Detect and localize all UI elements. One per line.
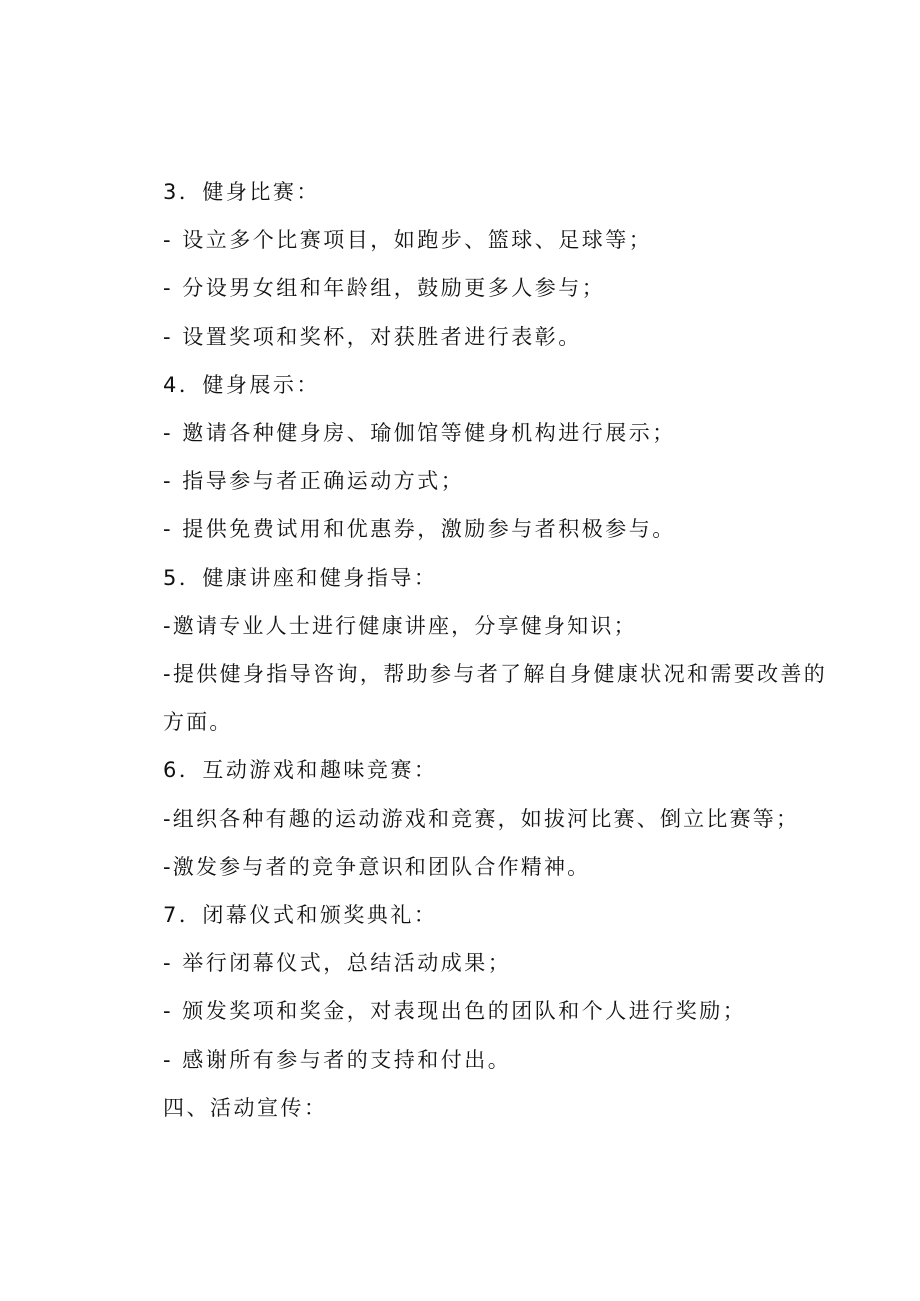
section-heading-5: 5．健康讲座和健身指导：: [163, 565, 438, 590]
section-heading-4: 4．健身展示：: [163, 372, 320, 397]
list-item: - 颁发奖项和奖金，对表现出色的团队和个人进行奖励；: [163, 999, 747, 1024]
list-item: - 邀请各种健身房、瑜伽馆等健身机构进行展示；: [163, 421, 676, 446]
list-item: -激发参与者的竞争意识和团队合作精神。: [163, 854, 591, 879]
document-body: [117, 168, 827, 1132]
list-item: - 设立多个比赛项目，如跑步、篮球、足球等；: [163, 228, 653, 253]
section-heading-publicity: 四、活动宣传：: [163, 1095, 328, 1120]
list-item: - 指导参与者正确运动方式；: [163, 469, 465, 494]
list-item: - 设置奖项和奖杯，对获胜者进行表彰。: [163, 324, 582, 349]
section-heading-6: 6．互动游戏和趣味竞赛：: [163, 758, 438, 783]
list-item: - 举行闭幕仪式，总结活动成果；: [163, 951, 512, 976]
list-item: -提供健身指导咨询，帮助参与者了解自身健康状况和需要改善的方面。: [163, 662, 827, 735]
list-item: -邀请专业人士进行健康讲座，分享健身知识；: [163, 613, 637, 638]
list-item: - 分设男女组和年龄组，鼓励更多人参与；: [163, 276, 606, 301]
section-heading-7: 7．闭幕仪式和颁奖典礼：: [163, 903, 438, 928]
list-item: -组织各种有趣的运动游戏和竞赛，如拔河比赛、倒立比赛等；: [163, 806, 800, 831]
list-item: - 提供免费试用和优惠券，激励参与者积极参与。: [163, 517, 676, 542]
section-heading-3: 3．健身比赛：: [163, 180, 320, 204]
list-item: - 感谢所有参与者的支持和付出。: [163, 1047, 512, 1072]
